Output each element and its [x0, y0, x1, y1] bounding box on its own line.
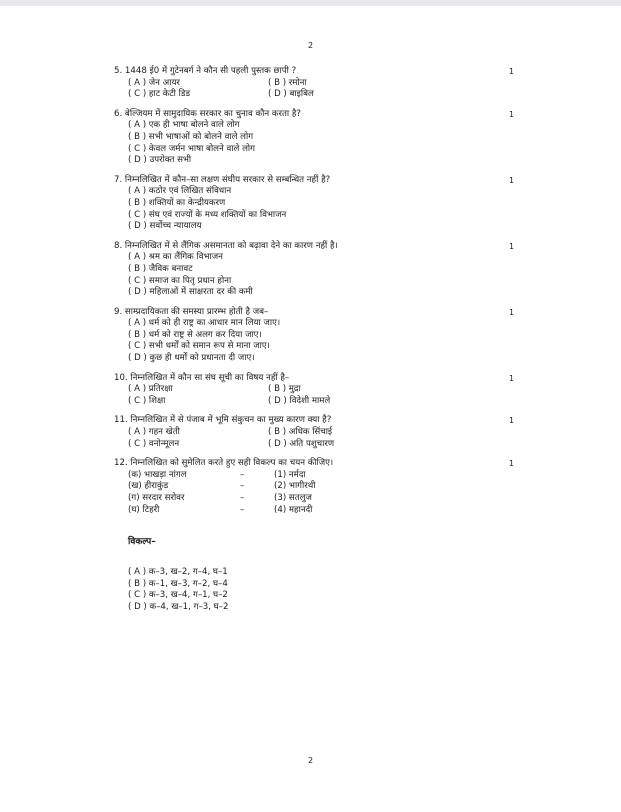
option-c: ( C ) केवल जर्मन भाषा बोलने वाले लोग	[128, 143, 255, 154]
option-b: ( B ) मुद्रा	[268, 384, 301, 395]
options-grid	[114, 427, 524, 450]
question-stem: 7. निम्नलिखित में कौन–सा लक्षण संघीय सरकार से सम्बन्धित नहीं है?	[114, 174, 331, 185]
question-stem: 10. निम्नलिखित में कौन सा संघ सूची का विषय नहीं है–	[114, 372, 290, 383]
option-a: ( A ) एक ही भाषा बोलने वाले लोग	[128, 120, 240, 131]
question-11	[114, 415, 524, 450]
match-dash: –	[240, 481, 245, 492]
option-d: ( D ) विदेशी मामले	[268, 395, 331, 406]
vikalp-heading: विकल्प–	[128, 537, 156, 548]
option-c: ( C ) शिक्षा	[128, 395, 166, 406]
option-d: ( D ) अति पशुचारण	[268, 438, 335, 449]
match-dash: –	[240, 469, 245, 480]
option-c: ( C ) सभी धर्मों को समान रूप से माना जाए।	[128, 341, 270, 352]
page-number-bottom: 2	[307, 756, 314, 765]
question-marks: 1	[509, 109, 515, 119]
options-grid	[114, 384, 524, 407]
options-grid	[114, 78, 524, 101]
option-a: ( A ) श्रम का लैंगिक विभाजन	[128, 252, 223, 263]
question-stem: 9. साम्प्रदायिकता की समस्या प्रारम्भ होती है जब–	[114, 306, 269, 317]
option-b: ( B ) अधिक सिंचाई	[268, 427, 333, 438]
question-stem: 12. निम्नलिखित को सुमेलित करते हुए सही विकल्प का चयन कीजिए।	[114, 458, 334, 469]
match-dash: –	[240, 493, 245, 503]
question-5	[114, 66, 524, 101]
question-7	[114, 175, 524, 233]
option-c: ( C ) संघ एवं राज्यों के मध्य शक्तियों का विभाजन	[128, 209, 287, 220]
question-9	[114, 307, 524, 365]
question-10	[114, 373, 524, 408]
option-d: ( D ) उपरोक्त सभी	[128, 155, 192, 166]
option-a: ( A ) प्रतिरक्षा	[128, 384, 173, 395]
match-dash: –	[240, 504, 245, 515]
question-6	[114, 109, 524, 167]
question-marks: 1	[509, 241, 515, 251]
match-left: (घ) टिहरी	[128, 504, 160, 515]
option-a: ( A ) धर्म को ही राष्ट्र का आधार मान लिया जाए।	[128, 318, 281, 329]
option-b: ( B ) सभी भाषाओं को बोलने वाले लोग	[128, 131, 254, 142]
option-a: ( A ) कठोर एवं लिखित संविधान	[128, 186, 232, 197]
match-table	[114, 470, 524, 516]
match-left: (ख) हीराकुंड	[128, 481, 169, 492]
question-marks: 1	[509, 175, 515, 185]
match-right: (4) महानदी	[274, 504, 313, 515]
question-marks: 1	[509, 373, 515, 383]
question-12	[114, 458, 524, 516]
question-list	[114, 66, 524, 614]
vikalp-options	[114, 567, 524, 613]
option-b: ( B ) शक्तियों का केन्द्रीयकरण	[128, 197, 226, 208]
question-marks: 1	[509, 307, 515, 317]
page-number-top: 2	[307, 41, 314, 50]
top-strip	[0, 0, 621, 6]
option-b: ( B ) जैविक बनावट	[128, 263, 193, 274]
match-right: (3) सतलुज	[274, 493, 312, 503]
question-marks: 1	[509, 416, 515, 426]
option-d: ( D ) सर्वोच्च न्यायालय	[128, 221, 202, 232]
option-c: ( C ) वनोन्मूलन	[128, 438, 180, 449]
option-b: ( B ) धर्म को राष्ट्र से अलग कर दिया जाए।	[128, 329, 262, 340]
question-stem: 11. निम्नलिखित में से पंजाब में भूमि संकुचन का मुख्य कारण क्या है?	[114, 415, 332, 426]
option-a: ( A ) जेन आयर	[128, 77, 180, 88]
question-marks: 1	[509, 67, 515, 76]
vikalp-option-d: ( D ) क–4, ख–1, ग–3, घ–2	[128, 601, 229, 612]
option-c: ( C ) समाज का पितृ प्रधान होना	[128, 275, 232, 286]
question-stem: 6. बेल्जियम में सामुदायिक सरकार का चुनाव कौन करता है?	[114, 108, 301, 119]
option-d: ( D ) बाइबिल	[268, 89, 314, 100]
question-8	[114, 241, 524, 299]
match-left: (क) भाखड़ा नांगल	[128, 469, 187, 480]
option-c: ( C ) हाट केटी डिड	[128, 89, 191, 100]
question-stem: 8. निम्नलिखित में से लैंगिक असमानता को बढ़ावा देने का कारण नहीं है।	[114, 240, 338, 251]
option-b: ( B ) रमोना	[268, 77, 307, 88]
option-d: ( D ) कुछ ही धर्मों को प्रधानता दी जाए।	[128, 353, 255, 364]
vikalp-option-a: ( A ) क–3, ख–2, ग–4, घ–1	[128, 567, 228, 578]
question-stem: 5. 1448 ई0 में गुटेनबर्ग ने कौन सी पहली पुस्तक छापी ?	[114, 66, 297, 76]
match-right: (1) नर्मदा	[274, 469, 306, 480]
option-a: ( A ) गहन खेती	[128, 427, 180, 438]
vikalp-option-c: ( C ) क–3, ख–4, ग–1, घ–2	[128, 590, 228, 601]
option-d: ( D ) महिलाओं में साक्षरता दर की कमी	[128, 287, 253, 298]
question-marks: 1	[509, 459, 515, 469]
match-left: (ग) सरदार सरोवर	[128, 493, 185, 503]
match-right: (2) भागीरथी	[274, 481, 316, 492]
vikalp-option-b: ( B ) क–1, ख–3, ग–2, घ–4	[128, 578, 228, 589]
